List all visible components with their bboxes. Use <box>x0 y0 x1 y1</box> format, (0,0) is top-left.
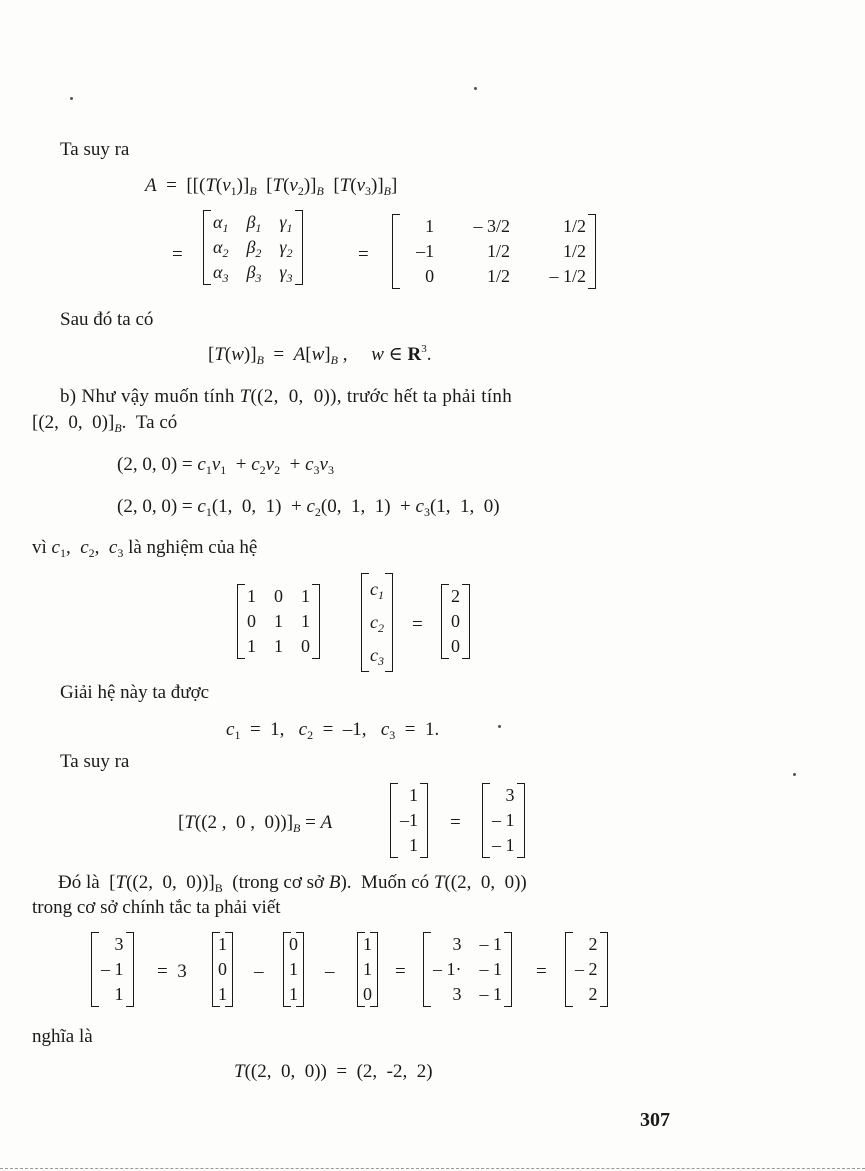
basis-vector-2 <box>283 932 304 1007</box>
matrix-cell: – 1· <box>433 959 462 979</box>
do-la-line1: Đó là [T((2, 0, $0))]_B$ (trong cơ sở B). Muốn có T((2, 0, 0)) <box>58 872 527 895</box>
matrix-cell: 1 <box>274 611 283 631</box>
var-cell: $c_2$ <box>370 612 384 635</box>
scan-speck <box>498 725 501 728</box>
final-result <box>565 932 608 1007</box>
vec-cell: 1 <box>363 934 372 954</box>
scan-speck <box>793 773 796 776</box>
vec-cell: – 1 <box>492 810 515 830</box>
coord-vector <box>390 783 428 858</box>
matrix-cell: 1/2 <box>562 216 586 236</box>
equals-three: = 3 <box>157 961 187 982</box>
vec-cell: 2 <box>588 934 598 954</box>
matrix-cell: 1 <box>247 636 256 656</box>
matrix-cell: 0 <box>301 636 310 656</box>
page-number: 307 <box>640 1109 670 1131</box>
equation-c1: (2, 0, $0) = c_1v_1 + c_2v_2 + c_3v_3$ <box>117 454 334 477</box>
vec-cell: 1 <box>409 785 418 805</box>
system-rhs <box>441 584 470 659</box>
matrix-greek: $\alpha_1$ $\beta_1$ $\gamma_1$ $\alpha_2$ $\beta_2$ $\gamma_2$ $\alpha_3$ $\beta_3$ $\gamma_3$ <box>203 210 303 285</box>
basis-vector-3 <box>357 932 378 1007</box>
matrix-cell: 1 <box>301 586 310 606</box>
equation-c2: (2, 0, $0) = c_1(1$, 0, $1) + c_2(0$, 1, $1) + c_3(1$, 1, 0) <box>117 496 500 519</box>
equals-sign-4: = <box>450 812 461 833</box>
vec-cell: 1 <box>289 959 298 979</box>
equals-sign-3: = <box>412 614 423 635</box>
equals-sign-2: = <box>358 244 369 265</box>
matrix-cell: 1/2 <box>487 266 511 286</box>
minus-sign-1: – <box>254 961 264 982</box>
matrix-cell: – 3/2 <box>473 216 511 236</box>
minus-sign-2: – <box>325 961 335 982</box>
matrix-cell: 1/2 <box>487 241 511 261</box>
matrix-cell: – 1/2 <box>549 266 586 286</box>
final-vector <box>91 932 134 1007</box>
vec-cell: 3 <box>114 934 124 954</box>
equals-sign-1: = <box>172 244 183 265</box>
matrix-cell: – 1 <box>479 959 502 979</box>
suy-ra-text: Ta suy ra <box>60 751 130 772</box>
matrix-cell: 0 <box>247 611 256 631</box>
matrix-cell: 1 <box>425 216 435 236</box>
matrix-A <box>392 214 596 289</box>
vec-cell: 3 <box>505 785 515 805</box>
system-vars <box>361 573 393 672</box>
giai-text: Giải hệ này ta được <box>60 682 210 703</box>
rhs-cell: 0 <box>451 611 460 631</box>
matrix-cell: 0 <box>274 586 283 606</box>
matrix-cell: 1 <box>247 586 256 606</box>
basis-vector-1 <box>212 932 233 1007</box>
vec-cell: 1 <box>218 984 227 1004</box>
do-la-line2: trong cơ sở chính tắc ta phải viết <box>32 897 281 918</box>
matrix-cell: 3 <box>452 984 462 1004</box>
vec-cell: 1 <box>289 984 298 1004</box>
part-b-line2: [(2, 0, $0)]_B$. Ta có <box>32 412 178 435</box>
rhs-cell: 0 <box>451 636 460 656</box>
vec-cell: – 1 <box>101 959 124 979</box>
matrix-cell: – 1 <box>479 934 502 954</box>
matrix-cell: 1 <box>301 611 310 631</box>
equation-A: $A = [[(T(v_1)]_B$ $[T(v_2)]_B$ $[T(v_3)]_B$] <box>145 175 398 198</box>
vec-cell: 0 <box>289 934 298 954</box>
equals-sign-5: = <box>395 961 406 982</box>
var-cell: $c_1$ <box>370 579 384 602</box>
vi-line: vì $c_1$, $c_2$, $c_3$ là nghiệm của hệ <box>32 537 258 560</box>
vec-cell: 2 <box>588 984 598 1004</box>
vec-cell: – 1 <box>492 835 515 855</box>
matrix-cell: 3 <box>452 934 462 954</box>
vec-cell: 1 <box>218 934 227 954</box>
var-cell: $c_3$ <box>370 645 384 668</box>
equation-Tw: $[T(w)]_B = A[w]_B$ , w ∈ $R^3$. <box>208 343 432 367</box>
vec-cell: 1 <box>363 959 372 979</box>
scan-speck <box>474 87 477 90</box>
matrix-cell: 0 <box>425 266 435 286</box>
vec-cell: 1 <box>409 835 418 855</box>
system-matrix <box>237 584 320 659</box>
part-b-line1: b) Như vậy muốn tính T((2, 0, 0)), trước hết ta phải tính <box>60 386 513 407</box>
coord-lhs: [T((2 , 0 , $0))]_B = A$ <box>178 812 333 835</box>
nghia-la-text: nghĩa là <box>32 1026 93 1047</box>
coord-result <box>482 783 525 858</box>
matrix-cell: – 1 <box>479 984 502 1004</box>
vec-cell: 0 <box>363 984 372 1004</box>
vec-cell: 1 <box>114 984 124 1004</box>
vec-cell: –1 <box>400 810 418 830</box>
matrix-cell: –1 <box>416 241 435 261</box>
vec-cell: 0 <box>218 959 227 979</box>
solution: $c_1 = 1$, $c_2 = -1$, $c_3 = 1$. <box>226 719 440 742</box>
intro-text: Ta suy ra <box>60 139 130 160</box>
vec-cell: – 2 <box>575 959 598 979</box>
combo-matrix <box>423 932 512 1007</box>
sau-do-text: Sau đó ta có <box>60 309 154 330</box>
conclusion: T((2, 0, 0)) = (2, -2, 2) <box>234 1061 433 1082</box>
matrix-cell: 1/2 <box>562 241 586 261</box>
scan-speck <box>70 97 73 100</box>
matrix-cell: 1 <box>274 636 283 656</box>
rhs-cell: 2 <box>451 586 460 606</box>
equals-sign-6: = <box>536 961 547 982</box>
page-edge <box>0 1168 865 1169</box>
